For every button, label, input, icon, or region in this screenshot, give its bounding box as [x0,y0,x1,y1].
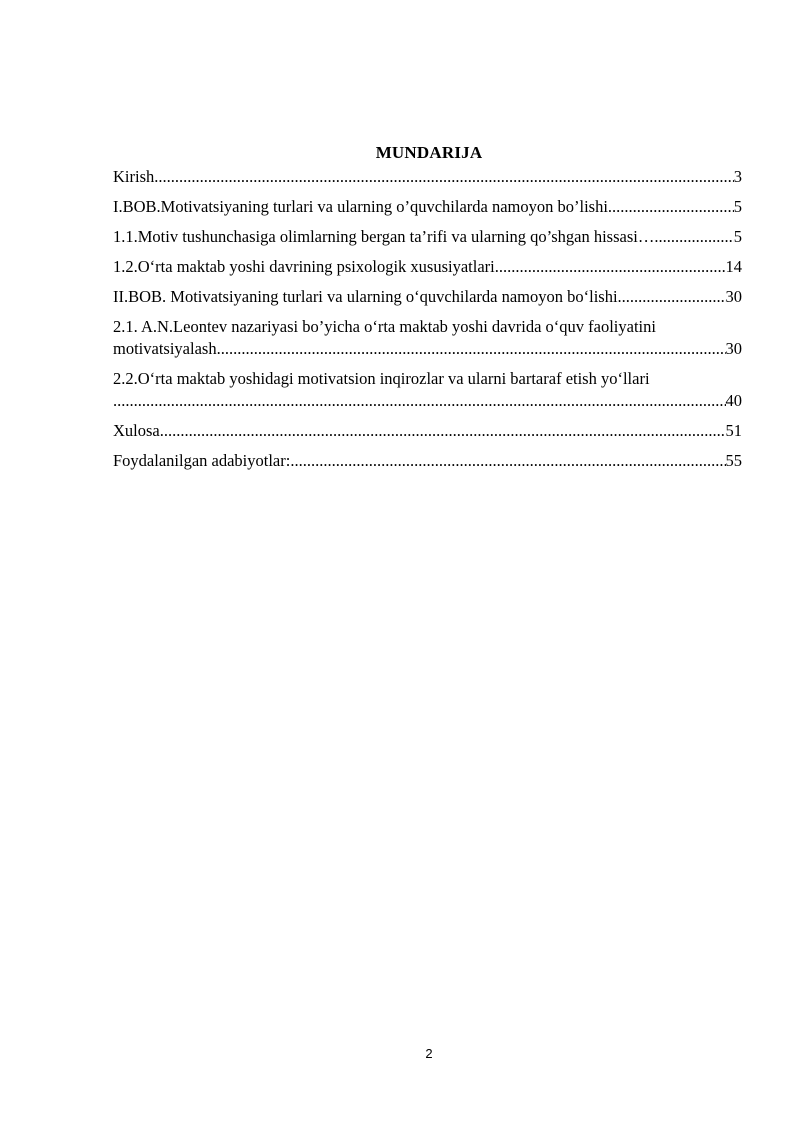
toc-entry-label: 1.1.Motiv tushunchasiga olimlarning bergan ta’rifi va ularning qo’shgan hissasi… [113,227,655,246]
dot-leader [618,286,726,308]
toc-entry-page: 5 [733,197,742,216]
dot-leader [608,196,734,218]
toc-entry-label: Kirish [113,167,155,186]
dot-leader [160,420,726,442]
toc-entry-kirish[interactable] [113,166,742,188]
toc-entry-section-1-1[interactable] [113,226,742,248]
toc-entry-section-2-2[interactable] [113,368,742,412]
page-title: MUNDARIJA [375,143,483,162]
toc-entry-page: 30 [725,287,742,306]
page-number: 2 [425,1046,433,1061]
toc-entry-xulosa[interactable] [113,420,742,442]
toc-entry-page: 55 [725,451,742,470]
toc-entry-page: 51 [725,421,742,440]
toc-entry-label: II.BOB. Motivatsiyaning turlari va ularning o‘quvchilarda namoyon bo‘lishi [113,287,618,306]
toc-entry-label-line1: 2.1. A.N.Leontev nazariyasi bo’yicha o‘rta maktab yoshi davrida o‘quv faoliyatini [113,317,656,336]
dot-leader [654,226,733,248]
toc-entry-page: 5 [733,227,742,246]
dot-leader [154,166,734,188]
toc-entry-label-line2: motivatsiyalash [113,339,217,358]
table-of-contents [113,166,742,480]
dot-leader [495,256,726,278]
toc-entry-label: 1.2.O‘rta maktab yoshi davrining psixologik xususiyatlari [113,257,495,276]
toc-entry-section-2-1[interactable] [113,316,742,360]
toc-entry-section-1-2[interactable] [113,256,742,278]
dot-leader [113,390,726,412]
toc-entry-label: Foydalanilgan adabiyotlar: [113,451,291,470]
toc-entry-page: 3 [733,167,742,186]
toc-entry-chapter-1[interactable] [113,196,742,218]
toc-entry-page: 14 [725,257,742,276]
toc-entry-label: Xulosa [113,421,160,440]
toc-entry-references[interactable] [113,450,742,472]
dot-leader [290,450,725,472]
toc-entry-label-line1: 2.2.O‘rta maktab yoshidagi motivatsion inqirozlar va ularni bartaraf etish yo‘llari [113,369,650,388]
dot-leader [217,338,726,360]
toc-entry-page: 30 [725,339,742,358]
toc-entry-page: 40 [725,391,742,410]
toc-entry-chapter-2[interactable] [113,286,742,308]
toc-entry-label: I.BOB.Motivatsiyaning turlari va ularning o’quvchilarda namoyon bo’lishi [113,197,608,216]
